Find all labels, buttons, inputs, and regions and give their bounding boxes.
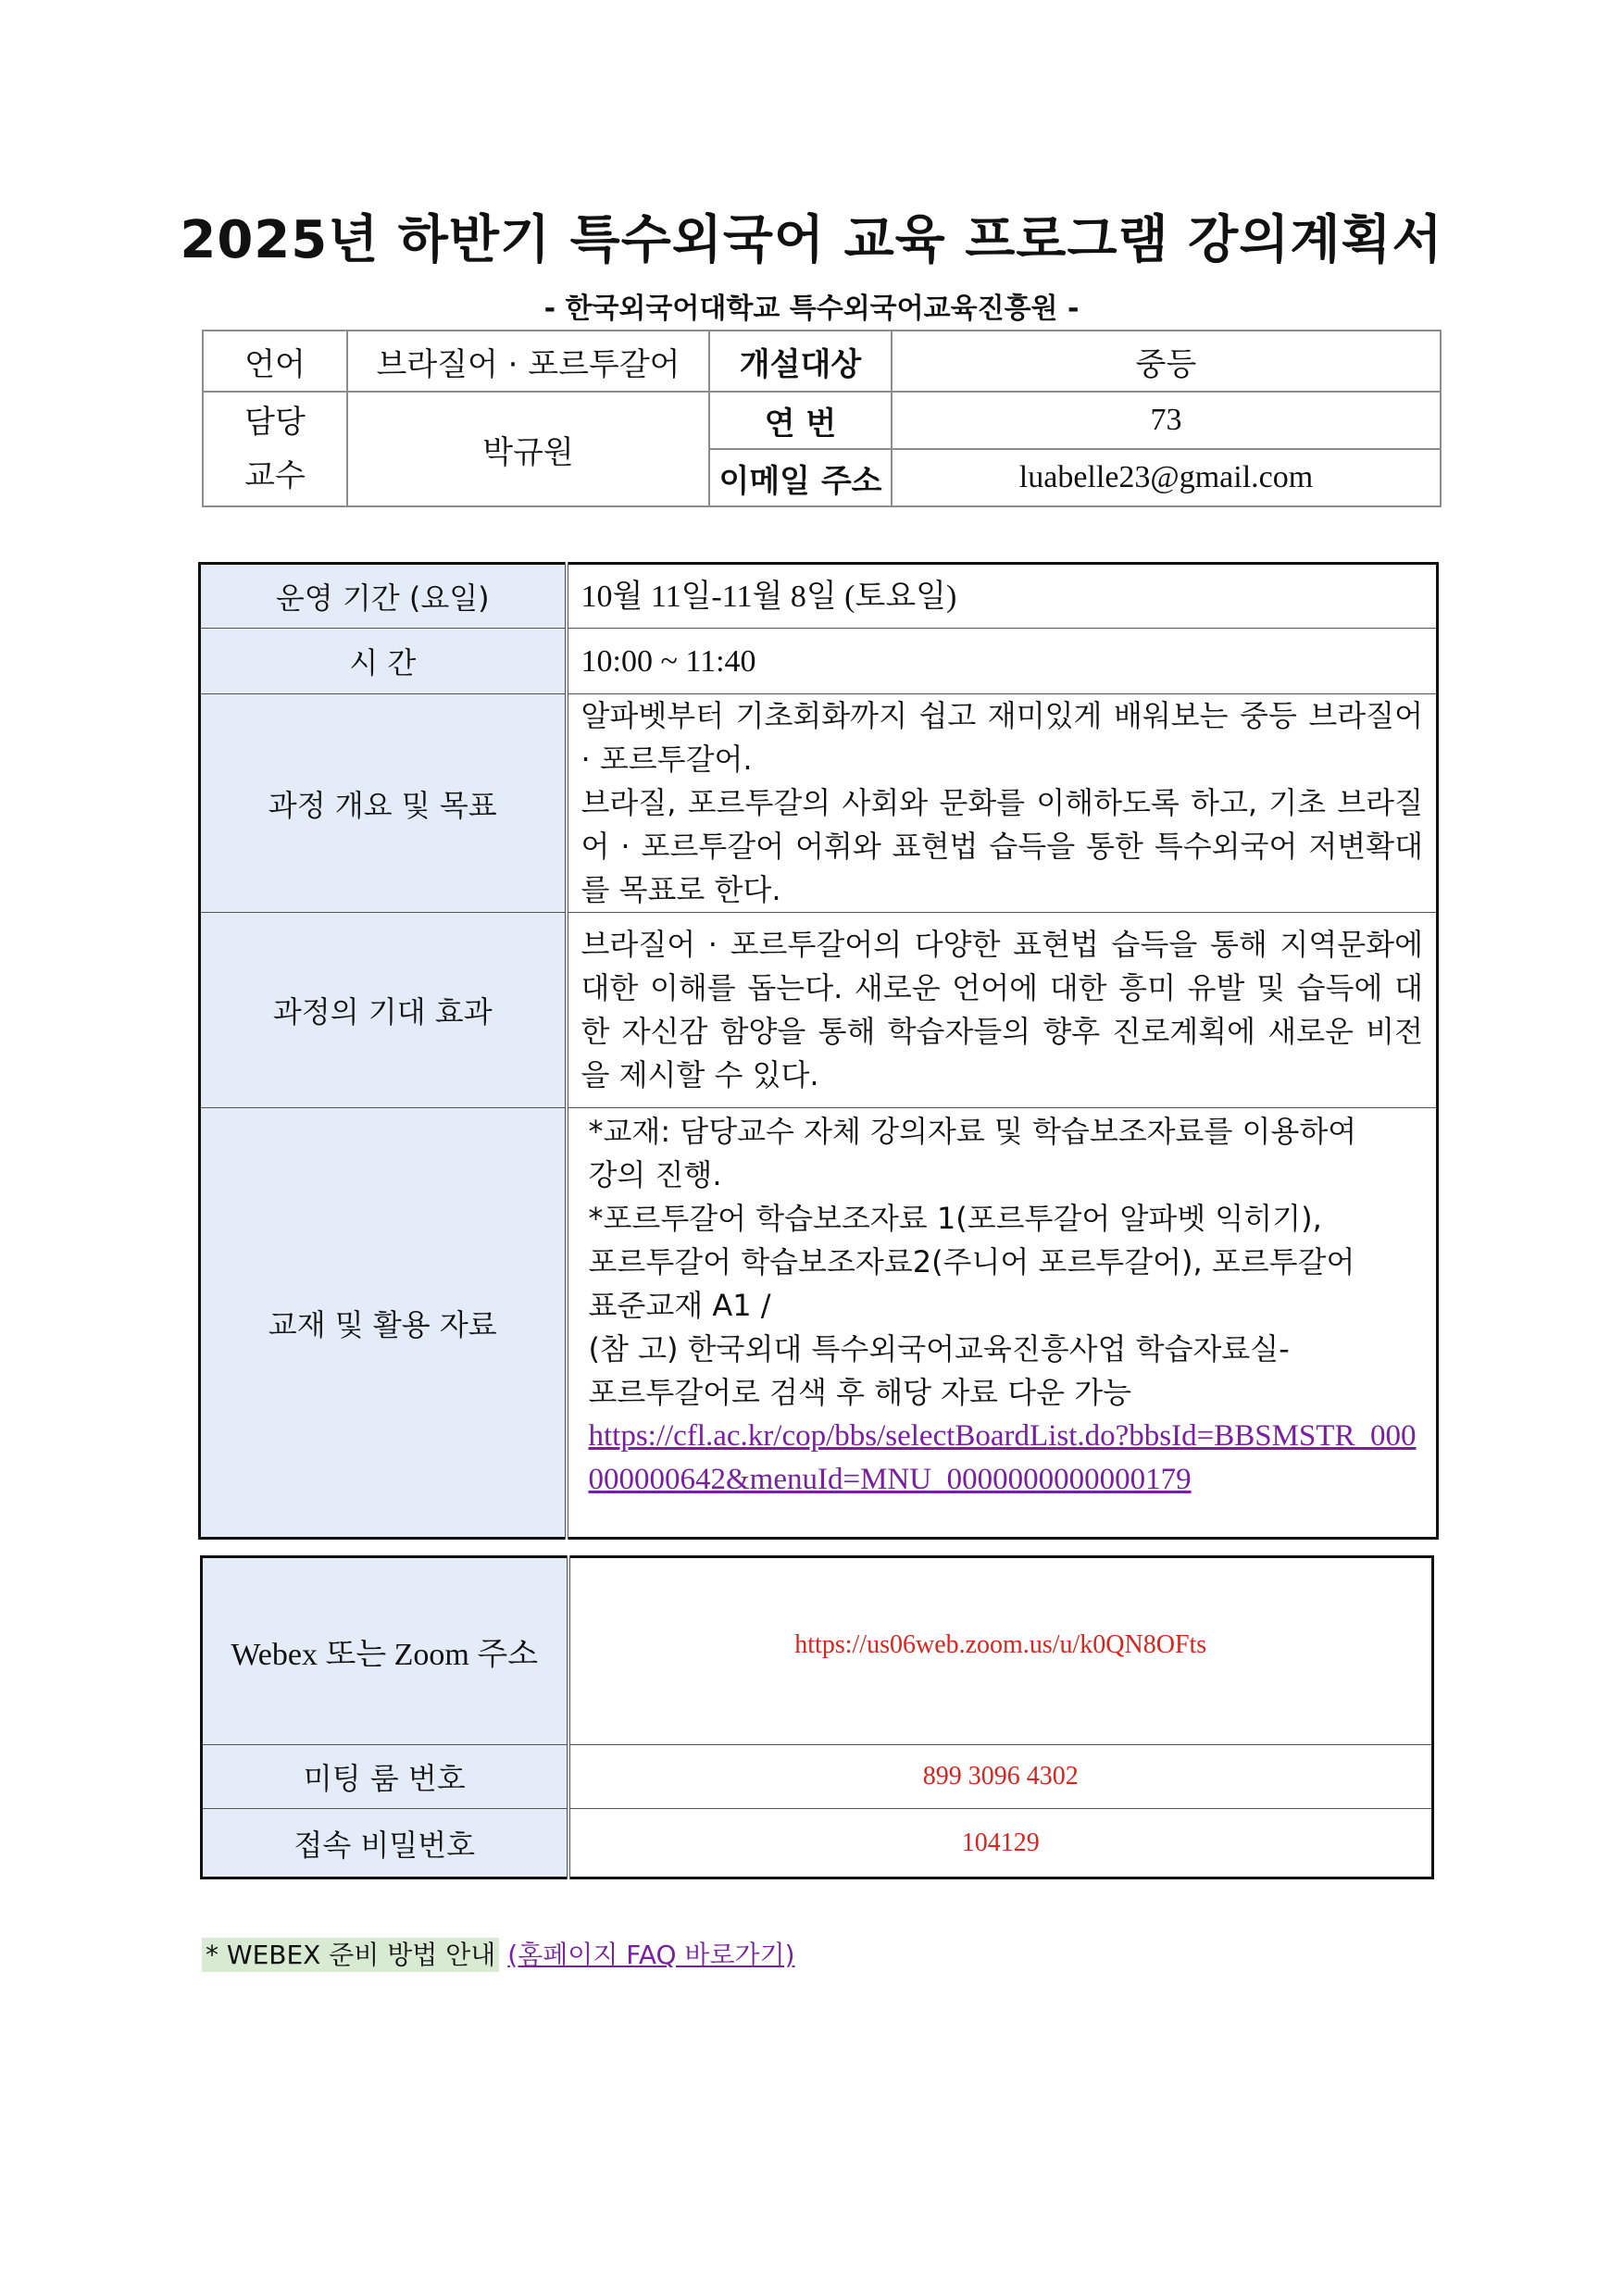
target-label: 개설대상 [709, 331, 892, 392]
professor-value: 박규원 [347, 392, 709, 506]
password-value: 104129 [568, 1809, 1433, 1878]
yeonbeon-label: 연 번 [709, 392, 892, 449]
materials-value [567, 1108, 1438, 1539]
webex-guide-note: * WEBEX 준비 방법 안내 [202, 1938, 499, 1972]
professor-label-line1: 담당 [244, 404, 306, 441]
overview-line: 알파벳부터 기초회화까지 쉽고 재미있게 배워보는 중등 브라질어 · 포르투갈어. [581, 698, 1423, 777]
faq-link[interactable]: (홈페이지 FAQ 바로가기) [507, 1940, 795, 1970]
course-table [198, 562, 1439, 1540]
overview-value [567, 694, 1438, 913]
page-subtitle: - 한국외국어대학교 특수외국어교육진흥원 - [543, 293, 1080, 325]
language-label: 언어 [203, 331, 347, 392]
room-number-value: 899 3096 4302 [568, 1745, 1433, 1809]
webex-table [200, 1555, 1434, 1879]
materials-line: 표준교재 A1 / [588, 1288, 771, 1323]
overview-label: 과정 개요 및 목표 [200, 694, 567, 913]
yeonbeon-value: 73 [892, 392, 1441, 449]
materials-label: 교재 및 활용 자료 [200, 1108, 567, 1539]
password-label: 접속 비밀번호 [202, 1809, 568, 1878]
page-title: 2025년 하반기 특수외국어 교육 프로그램 강의계획서 [180, 210, 1443, 270]
time-label: 시 간 [200, 629, 567, 694]
effect-value: 브라질어 · 포르투갈어의 다양한 표현법 습득을 통해 지역문화에 대한 이해를 돕는다. 새로운 언어에 대한 흥미 유발 및 습득에 대한 자신감 함양을 통해 학습자들의 향후 진로계획에 새로운 비전을 제시할 수 있다. [567, 913, 1438, 1108]
professor-label-line2: 교수 [244, 457, 306, 494]
time-value: 10:00 ~ 11:40 [567, 629, 1438, 694]
meeting-url-label: Webex 또는 Zoom 주소 [202, 1557, 568, 1745]
overview-line: 브라질, 포르투갈의 사회와 문화를 이해하도록 하고, 기초 브라질어 · 포르투갈어 어휘와 표현법 습득을 통한 특수외국어 저변확대를 목표로 한다. [581, 785, 1423, 907]
materials-line: 강의 진행. [588, 1157, 722, 1192]
materials-line: (참 고) 한국외대 특수외국어교육진흥사업 학습자료실- [588, 1331, 1290, 1366]
period-value: 10월 11일-11월 8일 (토요일) [567, 564, 1438, 629]
email-value: luabelle23@gmail.com [892, 449, 1441, 506]
materials-line: *포르투갈어 학습보조자료 1(포르투갈어 알파벳 익히기), [588, 1201, 1322, 1236]
effect-label: 과정의 기대 효과 [200, 913, 567, 1108]
footer-note [202, 1935, 795, 1972]
email-label: 이메일 주소 [709, 449, 892, 506]
period-label: 운영 기간 (요일) [200, 564, 567, 629]
target-value: 중등 [892, 331, 1441, 392]
materials-line: 포르투갈어로 검색 후 해당 자료 다운 가능 [588, 1375, 1132, 1410]
room-number-label: 미팅 룸 번호 [202, 1745, 568, 1809]
materials-line: 포르투갈어 학습보조자료2(주니어 포르투갈어), 포르투갈어 [588, 1244, 1355, 1279]
language-value: 브라질어 · 포르투갈어 [347, 331, 709, 392]
materials-line: *교재: 담당교수 자체 강의자료 및 학습보조자료를 이용하여 [588, 1114, 1357, 1149]
meeting-url-value[interactable]: https://us06web.zoom.us/u/k0QN8OFts [568, 1557, 1433, 1745]
materials-link[interactable]: https://cfl.ac.kr/cop/bbs/selectBoardList.do?bbsId=BBSMSTR_000000000642&menuId=MNU_0000000000000179 [588, 1419, 1417, 1496]
info-table [202, 330, 1442, 507]
professor-label [203, 392, 347, 506]
